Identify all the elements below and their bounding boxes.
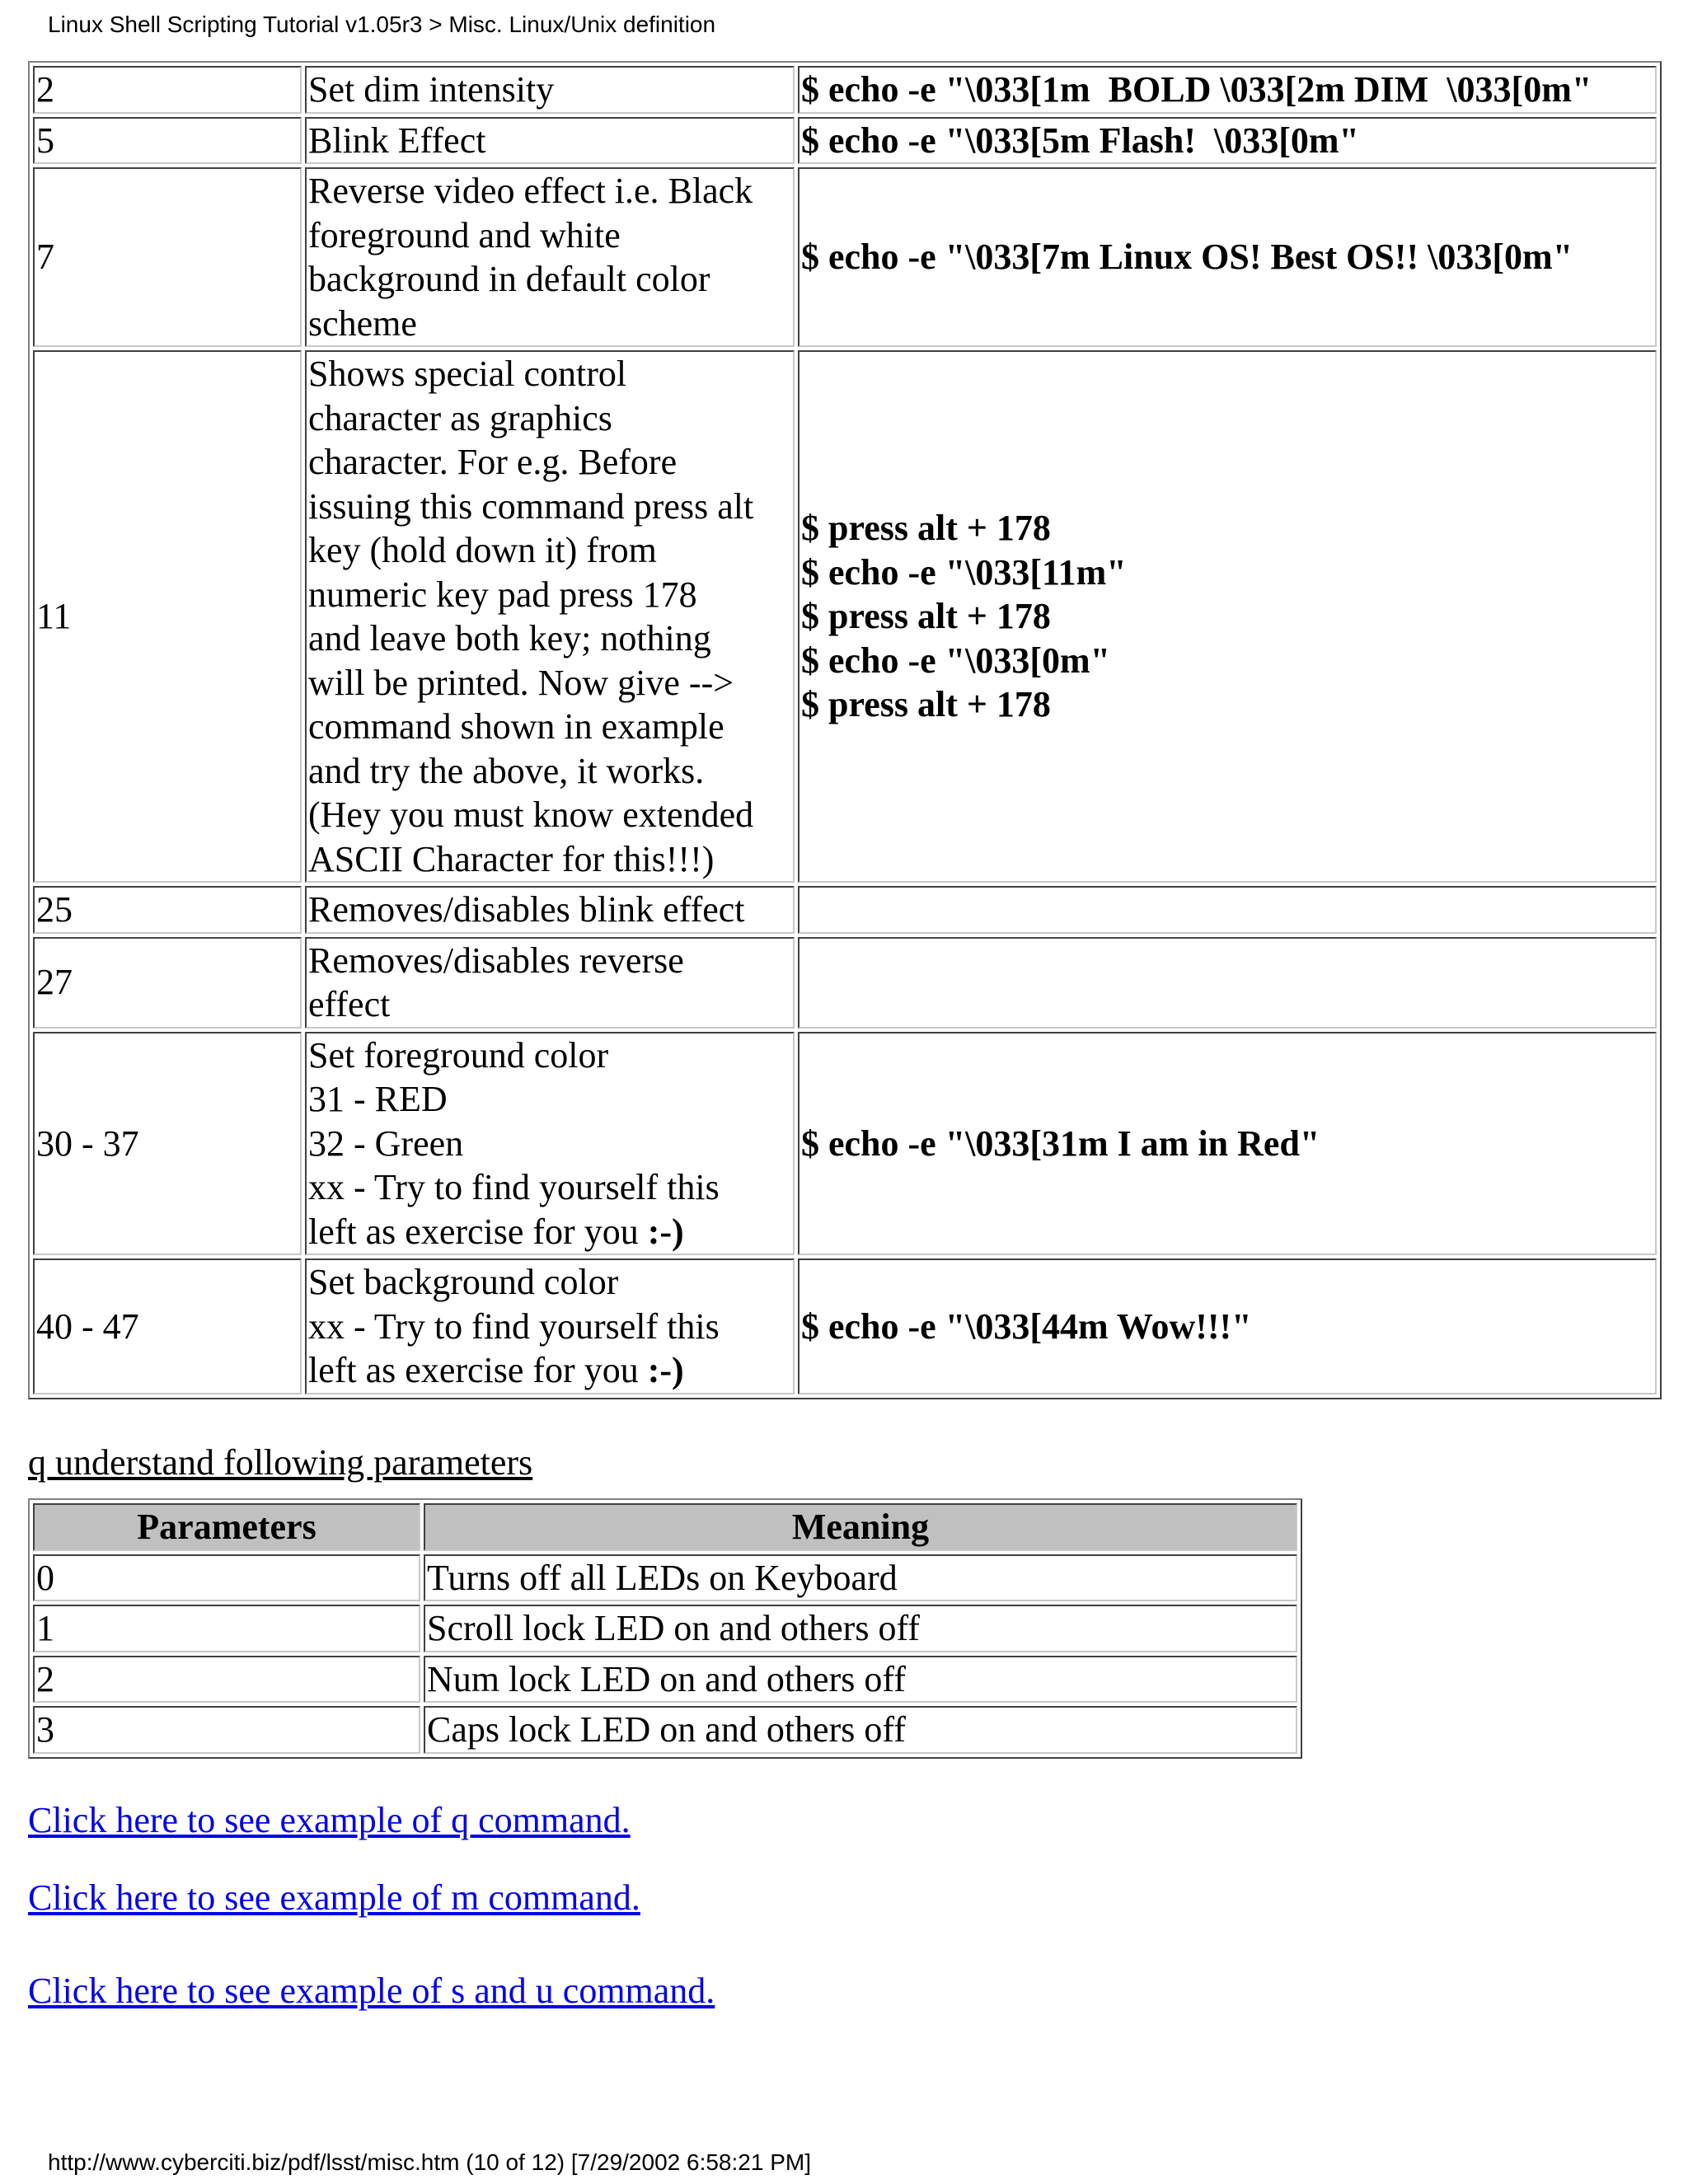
description-text: Set background color xx - Try to find yourself this left as exercise for you <box>308 1262 720 1390</box>
description-cell: Removes/disables reverse effect <box>305 937 795 1029</box>
example-cell <box>798 886 1657 934</box>
description-text: Set foreground color 31 - RED 32 - Green xx - Try to find yourself this left as exercise for you <box>308 1034 720 1252</box>
table-row <box>33 1554 1297 1602</box>
code-cell: 2 <box>33 66 302 114</box>
param-cell: 3 <box>33 1706 420 1754</box>
table-row <box>33 1605 1297 1652</box>
parameters-table <box>28 1498 1302 1759</box>
description-cell: Set dim intensity <box>305 66 795 114</box>
table-row <box>33 117 1657 165</box>
param-cell: 2 <box>33 1656 420 1704</box>
m-command-example-link[interactable]: Click here to see example of m command. <box>28 1877 640 1918</box>
table-row <box>33 167 1657 347</box>
meaning-cell: Scroll lock LED on and others off <box>424 1605 1297 1652</box>
meaning-cell: Num lock LED on and others off <box>424 1656 1297 1704</box>
code-cell: 27 <box>33 937 302 1029</box>
meaning-cell: Turns off all LEDs on Keyboard <box>424 1554 1297 1602</box>
description-cell: Removes/disables blink effect <box>305 886 795 934</box>
table-header-row <box>33 1503 1297 1551</box>
escape-codes-table <box>28 61 1662 1399</box>
code-cell: 25 <box>33 886 302 934</box>
meaning-cell: Caps lock LED on and others off <box>424 1706 1297 1754</box>
example-cell: $ echo -e "\033[44m Wow!!!" <box>798 1258 1657 1394</box>
column-header-meaning: Meaning <box>424 1503 1297 1551</box>
table-row <box>33 937 1657 1029</box>
description-cell: Reverse video effect i.e. Black foreground and white background in default color scheme <box>305 167 795 347</box>
example-cell: $ echo -e "\033[5m Flash! \033[0m" <box>798 117 1657 165</box>
description-cell <box>305 1032 795 1256</box>
q-command-example-link[interactable]: Click here to see example of q command. <box>28 1800 631 1840</box>
table-row <box>33 886 1657 934</box>
example-cell <box>798 937 1657 1029</box>
param-cell: 1 <box>33 1605 420 1652</box>
example-cell: $ echo -e "\033[7m Linux OS! Best OS!! \033[0m" <box>798 167 1657 347</box>
table-row <box>33 1032 1657 1256</box>
page-header: Linux Shell Scripting Tutorial v1.05r3 > Misc. Linux/Unix definition <box>48 12 716 37</box>
description-cell: Shows special control character as graphics character. For e.g. Before issuing this command press alt key (hold down it) from numeric key pad press 178 and leave both key; nothing will be printed. Now give --> command shown in example and try the above, it works. (Hey you must know extended ASCII Character for this!!!) <box>305 350 795 883</box>
table-row <box>33 1706 1297 1754</box>
params-intro: q understand following parameters <box>28 1442 533 1483</box>
code-cell: 5 <box>33 117 302 165</box>
smiley-text: :-) <box>647 1211 684 1252</box>
s-u-command-example-link[interactable]: Click here to see example of s and u command. <box>28 1971 715 2011</box>
code-cell: 40 - 47 <box>33 1258 302 1394</box>
table-row <box>33 1656 1297 1704</box>
description-cell <box>305 1258 795 1394</box>
page-footer: http://www.cyberciti.biz/pdf/lsst/misc.htm (10 of 12) [7/29/2002 6:58:21 PM] <box>48 2149 811 2175</box>
code-cell: 7 <box>33 167 302 347</box>
table-row <box>33 1258 1657 1394</box>
example-cell: $ echo -e "\033[31m I am in Red" <box>798 1032 1657 1256</box>
column-header-parameters: Parameters <box>33 1503 420 1551</box>
param-cell: 0 <box>33 1554 420 1602</box>
code-cell: 30 - 37 <box>33 1032 302 1256</box>
example-cell: $ press alt + 178 $ echo -e "\033[11m" $ press alt + 178 $ echo -e "\033[0m" $ press alt + 178 <box>798 350 1657 883</box>
table-row <box>33 66 1657 114</box>
example-cell: $ echo -e "\033[1m BOLD \033[2m DIM \033[0m" <box>798 66 1657 114</box>
smiley-text: :-) <box>647 1350 684 1390</box>
code-cell: 11 <box>33 350 302 883</box>
table-row <box>33 350 1657 883</box>
description-cell: Blink Effect <box>305 117 795 165</box>
